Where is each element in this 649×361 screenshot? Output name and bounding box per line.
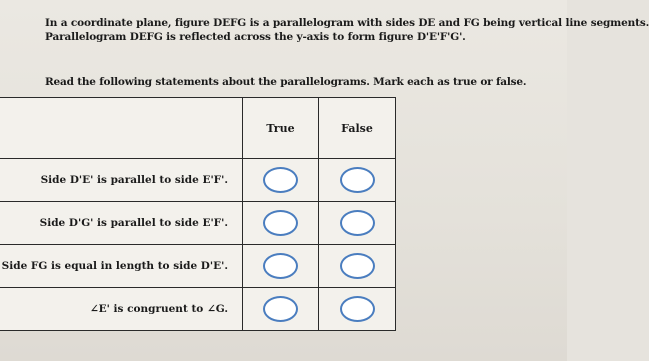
table-row: [0, 202, 396, 245]
table-row: [0, 288, 396, 331]
true-cell: [243, 288, 319, 331]
true-cell: [243, 245, 319, 288]
table-header-row: [0, 98, 396, 159]
false-radio-button[interactable]: [340, 253, 375, 279]
true-column-header: True: [243, 98, 319, 159]
false-cell: [319, 288, 396, 331]
true-radio-button[interactable]: [263, 296, 298, 322]
table-row: [0, 245, 396, 288]
false-radio-button[interactable]: [340, 296, 375, 322]
false-cell: [319, 245, 396, 288]
false-column-header: False: [319, 98, 396, 159]
true-radio-button[interactable]: [263, 210, 298, 236]
statement-text: Side FG is equal in length to side D'E'.: [0, 245, 243, 288]
statement-column-header: [0, 98, 243, 159]
table-row: [0, 159, 396, 202]
statement-text: Side D'E' is parallel to side E'F'.: [0, 159, 243, 202]
statement-text: ∠E' is congruent to ∠G.: [0, 288, 243, 331]
instruction-text: Read the following statements about the parallelograms. Mark each as true or false.: [45, 76, 527, 88]
true-false-table: [0, 97, 396, 331]
false-cell: [319, 202, 396, 245]
false-cell: [319, 159, 396, 202]
true-radio-button[interactable]: [263, 253, 298, 279]
true-cell: [243, 202, 319, 245]
intro-line-1: In a coordinate plane, figure DEFG is a parallelogram with sides DE and FG being vertical line segments.: [45, 17, 649, 29]
false-radio-button[interactable]: [340, 210, 375, 236]
true-cell: [243, 159, 319, 202]
problem-intro: [45, 16, 649, 44]
false-radio-button[interactable]: [340, 167, 375, 193]
statement-text: Side D'G' is parallel to side E'F'.: [0, 202, 243, 245]
true-radio-button[interactable]: [263, 167, 298, 193]
intro-line-2: Parallelogram DEFG is reflected across the y-axis to form figure D'E'F'G'.: [45, 31, 466, 43]
